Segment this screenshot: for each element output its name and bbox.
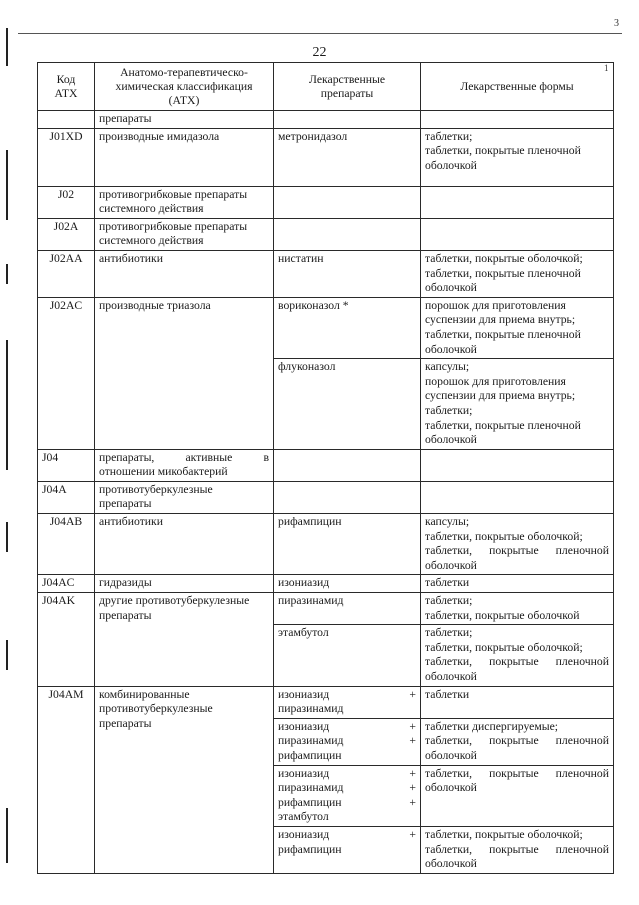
header-forms [421,63,614,111]
header-text: Анатомо-терапевтическо- [120,65,248,79]
header-text: химическая классификация [115,79,253,93]
header-text: Лекарственные формы [460,79,574,93]
drug-cell: нистатин [274,250,421,297]
table-row [38,449,614,481]
class-word: в [263,450,269,464]
table-row [38,297,614,358]
drug-cell: изониазид [274,575,421,593]
plus-sign: + [409,781,416,795]
form-word: покрытые [489,842,539,856]
drug-name: рифампицин [278,748,342,762]
forms-cell [421,297,614,358]
class-word: препараты, [99,450,155,464]
form-line: таблетки, покрытые пленочной [425,327,581,341]
combo-drug-line [278,688,416,703]
plus-sign: + [409,795,416,809]
form-word: пленочной [555,842,609,856]
table-row [38,481,614,513]
drug-name: пиразинамид [278,702,344,716]
plus-sign: + [409,766,416,780]
drug-name: пиразинамид [278,734,344,748]
drug-cell [274,186,421,218]
class-cell: антибиотики [95,514,274,575]
forms-cell [421,826,614,873]
forms-cell [421,765,614,826]
page-number: 22 [312,45,327,60]
code-cell: J04AK [38,593,95,687]
code-cell: J04AM [38,686,95,873]
table-row [38,593,614,625]
header-text: Лекарственные [308,72,386,86]
class-line: препараты [99,497,152,511]
drug-name: изониазид [278,766,330,780]
table-row [38,218,614,250]
drug-cell [274,686,421,718]
table-row [38,514,614,575]
class-cell: производные имидазола [95,128,274,186]
form-line: таблетки, покрытые пленочной [425,144,581,158]
code-cell: J01XD [38,128,95,186]
form-word: покрытые [489,766,539,780]
form-line: таблетки диспергируемые; [425,719,559,733]
header-code [38,63,95,111]
code-cell [38,111,95,129]
forms-cell: таблетки [421,575,614,593]
forms-cell [421,250,614,297]
drug-cell [274,765,421,826]
class-line: противотуберкулезные [99,702,213,716]
combo-drug-line [278,796,416,811]
table-header-row [38,63,614,111]
class-cell: гидразиды [95,575,274,593]
drug-name: изониазид [278,827,330,841]
code-cell: J02AC [38,297,95,449]
form-word: таблетки, [425,544,473,558]
form-word: таблетки, [425,766,473,780]
class-cell: антибиотики [95,250,274,297]
class-cell [95,449,274,481]
combo-drug-line [278,702,416,717]
plus-sign: + [409,719,416,733]
form-justified-line [425,843,609,858]
drug-cell: флуконазол [274,359,421,450]
forms-cell [421,593,614,625]
header-text: препараты [320,86,374,100]
corner-dot: 1 [604,63,609,73]
form-word: пленочной [555,544,609,558]
code-cell: J02 [38,186,95,218]
form-line: таблетки; [425,594,473,608]
drug-name: изониазид [278,719,330,733]
class-line: системного действия [99,202,204,216]
forms-cell [421,449,614,481]
form-word: пленочной [555,766,609,780]
class-cell [95,218,274,250]
combo-drug-line [278,828,416,843]
drug-cell: пиразинамид [274,593,421,625]
table-row [38,250,614,297]
forms-cell [421,359,614,450]
combo-drug-line [278,767,416,782]
form-word: таблетки, [425,655,473,669]
combo-drug-line [278,734,416,749]
forms-cell [421,111,614,129]
scan-edge-mark [6,640,8,670]
drug-name: этамбутол [278,810,329,824]
form-word: пленочной [555,734,609,748]
form-justified-line [425,767,609,782]
form-line: капсулы; [425,515,470,529]
class-line: препараты [99,608,152,622]
class-line: комбинированные [99,687,190,701]
scan-edge-mark [6,150,8,220]
form-line: таблетки, покрытые оболочкой; [425,251,583,265]
drug-cell [274,481,421,513]
corner-mark: 3 [614,18,619,29]
form-line: капсулы; [425,360,470,374]
drug-name: рифампицин [278,795,342,809]
class-justified-line [99,451,269,466]
form-line: порошок для приготовления [425,374,566,388]
class-cell [95,186,274,218]
forms-cell [421,186,614,218]
atx-drug-table [37,62,614,874]
form-line: таблетки, покрытые оболочкой; [425,827,583,841]
form-justified-line [425,544,609,559]
class-line: противогрибковые препараты [99,219,248,233]
class-cell [95,593,274,687]
form-line: таблетки, покрытые пленочной [425,266,581,280]
header-text: Код [56,72,76,86]
code-cell: J02A [38,218,95,250]
forms-cell: таблетки [421,686,614,718]
drug-name: рифампицин [278,842,342,856]
form-line: суспензии для приема внутрь; [425,313,576,327]
forms-cell [421,625,614,686]
header-text: АТХ [54,86,78,100]
class-cell: производные триазола [95,297,274,449]
class-cell [95,686,274,873]
form-line: таблетки, покрытые оболочкой; [425,640,583,654]
form-line: оболочкой [425,670,477,683]
form-line: таблетки, покрытые пленочной [425,418,581,432]
class-cell [95,481,274,513]
combo-drug-line [278,749,416,764]
form-line: оболочкой [425,748,477,762]
form-line: оболочкой [425,857,477,871]
table-row [38,186,614,218]
forms-cell [421,718,614,765]
form-line: таблетки; [425,129,473,143]
drug-name: изониазид [278,687,330,701]
plus-sign: + [409,687,416,701]
class-line: системного действия [99,234,204,248]
code-cell: J04AB [38,514,95,575]
header-classification [95,63,274,111]
drug-cell [274,826,421,873]
forms-cell [421,481,614,513]
class-line: другие противотуберкулезные [99,594,250,608]
table-row [38,575,614,593]
plus-sign: + [409,734,416,748]
forms-cell [421,514,614,575]
form-word: покрытые [489,655,539,669]
drug-cell [274,718,421,765]
class-word: активные [185,450,233,464]
scan-edge-mark [6,808,8,863]
drug-cell: этамбутол [274,625,421,686]
header-drugs [274,63,421,111]
form-line: оболочкой [425,558,477,572]
form-line: таблетки; [425,626,473,640]
form-line: оболочкой [425,433,477,447]
form-line: суспензии для приема внутрь; [425,389,576,403]
class-line: противогрибковые препараты [99,187,248,201]
scan-edge-mark [6,340,8,470]
table-row [38,128,614,186]
form-line: порошок для приготовления [425,298,566,312]
form-word: пленочной [555,655,609,669]
scan-edge-mark [6,522,8,552]
class-cell: препараты [95,111,274,129]
form-line: оболочкой [425,281,477,295]
form-line: оболочкой [425,342,477,356]
forms-cell [421,128,614,186]
form-line: таблетки, покрытые оболочкой [425,608,580,622]
scan-edge-mark [6,264,8,284]
combo-drug-line [278,781,416,796]
table-row [38,111,614,129]
drug-cell: рифампицин [274,514,421,575]
combo-drug-line [278,810,416,825]
form-word: таблетки, [425,734,473,748]
code-cell: J04 [38,449,95,481]
form-line: оболочкой [425,781,477,795]
plus-sign: + [409,827,416,841]
drug-cell [274,111,421,129]
drug-name: пиразинамид [278,781,344,795]
drug-cell [274,449,421,481]
form-word: покрытые [489,734,539,748]
code-cell: J02AA [38,250,95,297]
form-justified-line [425,655,609,670]
combo-drug-line [278,843,416,858]
class-line: препараты [99,716,152,730]
form-word: таблетки, [425,842,473,856]
header-rule [18,33,622,34]
form-line: таблетки, покрытые оболочкой; [425,529,583,543]
drug-cell: метронидазол [274,128,421,186]
form-word: покрытые [489,544,539,558]
drug-cell: вориконазол * [274,297,421,358]
code-cell: J04AC [38,575,95,593]
table-row [38,686,614,718]
form-justified-line [425,734,609,749]
header-text: (АТХ) [168,93,200,107]
code-cell: J04A [38,481,95,513]
class-line: отношении микобактерий [99,465,228,479]
combo-drug-line [278,720,416,735]
forms-cell [421,218,614,250]
class-line: противотуберкулезные [99,482,213,496]
form-line: таблетки; [425,403,473,417]
drug-cell [274,218,421,250]
form-line: оболочкой [425,158,477,172]
